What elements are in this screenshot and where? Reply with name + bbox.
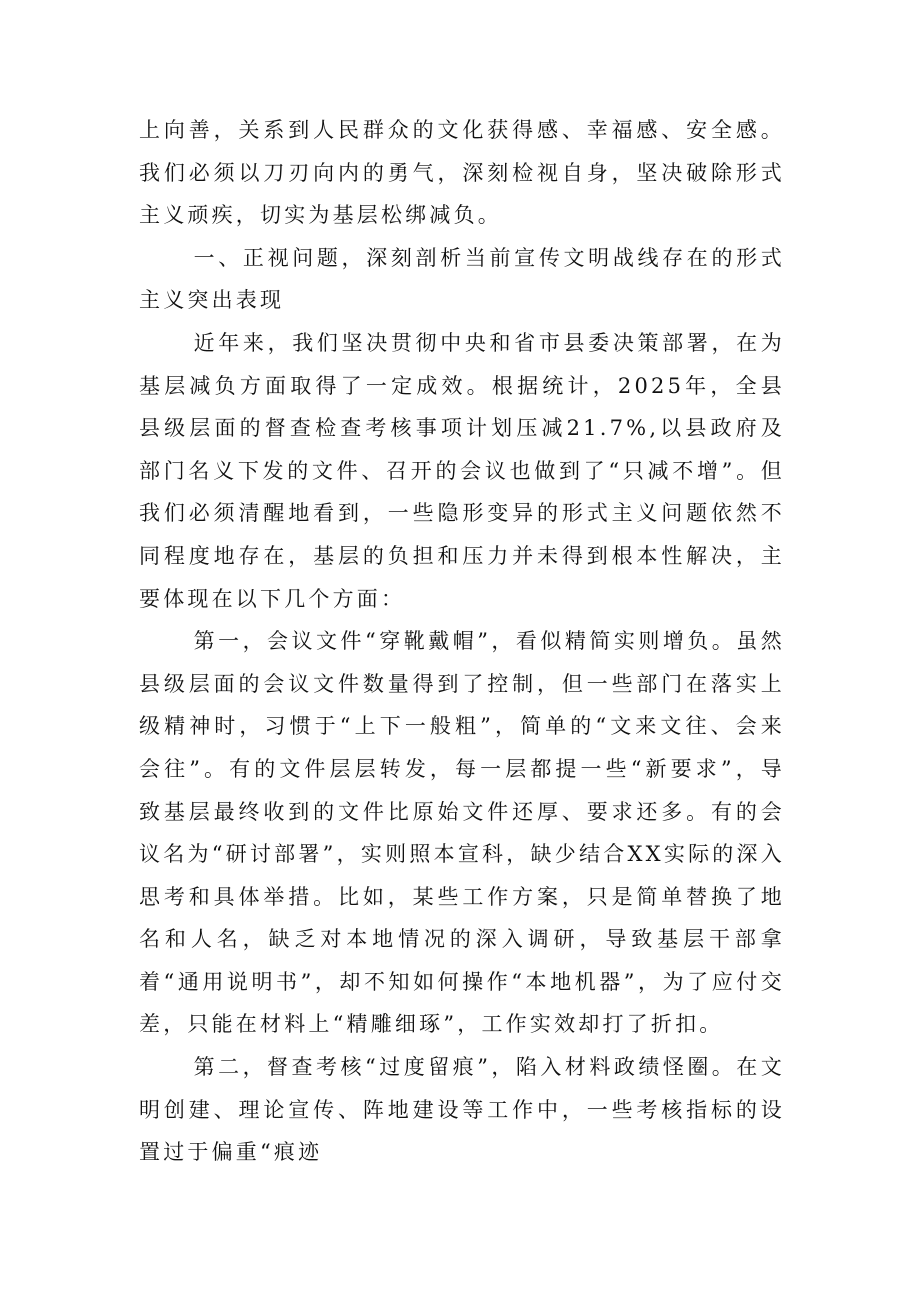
paragraph-continuation: 上向善，关系到人民群众的文化获得感、幸福感、安全感。我们必须以刀刃向内的勇气，深刻检视自身，坚决破除形式主义顽疾，切实为基层松绑减负。 <box>139 118 785 228</box>
section-heading: 一、正视问题，深刻剖析当前宣传文明战线存在的形式主义突出表现 <box>139 245 785 313</box>
paragraph-overview: 近年来，我们坚决贯彻中央和省市县委决策部署，在为基层减负方面取得了一定成效。根据统计，2025年，全县县级层面的督查检查考核事项计划压减21.7%,以县政府及部门名义下发的文件、召开的会议也做到了“只减不增”。但我们必须清醒地看到，一些隐形变异的形式主义问题依然不同程度地存在，基层的负担和压力并未得到根本性解决，主要体现在以下几个方面： <box>139 330 785 611</box>
document-body <box>139 109 785 1174</box>
paragraph-point-one: 第一，会议文件“穿靴戴帽”，看似精简实则增负。虽然县级层面的会议文件数量得到了控制，但一些部门在落实上级精神时，习惯于“上下一般粗”，简单的“文来文往、会来会往”。有的文件层层转发，每一层都提一些“新要求”，导致基层最终收到的文件比原始文件还厚、要求还多。有的会议名为“研讨部署”，实则照本宣科，缺少结合XX实际的深入思考和具体举措。比如，某些工作方案，只是简单替换了地名和人名，缺乏对本地情况的深入调研，导致基层干部拿着“通用说明书”，却不知如何操作“本地机器”，为了应付交差，只能在材料上“精雕细琢”，工作实效却打了折扣。 <box>139 629 785 1037</box>
paragraph-point-two: 第二，督查考核“过度留痕”，陷入材料政绩怪圈。在文明创建、理论宣传、阵地建设等工作中，一些考核指标的设置过于偏重“痕迹 <box>139 1055 785 1165</box>
